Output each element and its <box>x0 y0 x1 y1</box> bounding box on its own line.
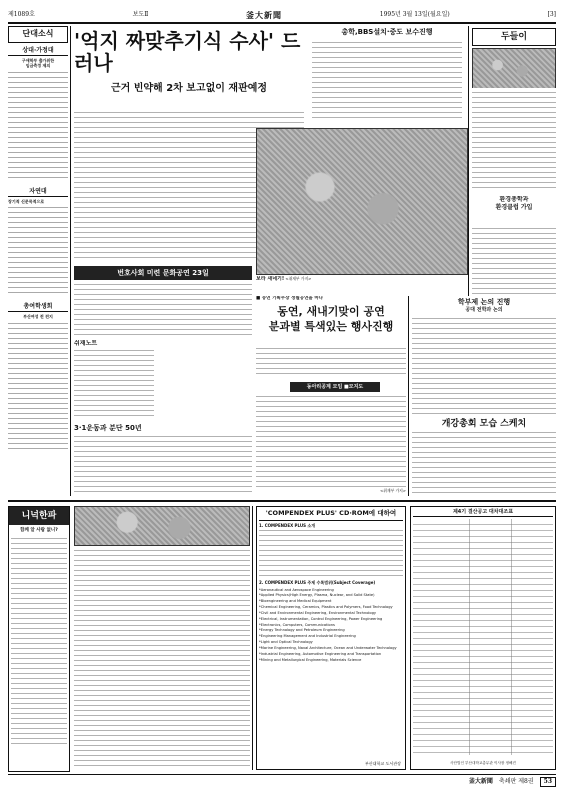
eco-club-body <box>472 228 556 296</box>
cdrom-subject: *Electronics, Computers, Communications <box>259 622 335 627</box>
classifieds <box>74 506 250 770</box>
cdrom-subject: *Chemical Engineering, Ceramics, Plastics and Polymers, Food Technology <box>259 605 393 610</box>
cdrom-subject: *Applied Physics(High Energy, Plasma, Nuclear, and Solid State) <box>259 593 375 598</box>
cdrom-subject: *Civil and Environmental Engineering, Environmental Technology <box>259 610 377 615</box>
finance-title: 제4기 결산공고 대차대조표 <box>413 509 553 517</box>
column-divider <box>252 506 253 770</box>
paper-name: 釜大新聞 <box>246 9 283 20</box>
culture-banner: 번호사회 미련 문화공연 23일 <box>74 266 252 280</box>
campus-photo <box>256 128 468 275</box>
sketch-title: 개강총회 모습 스케치 <box>441 419 527 429</box>
cdrom-subject: *Marine Engineering, Naval Architecture, Ocean and Underwater Technology <box>259 645 397 650</box>
footer-page-number: 53 <box>540 777 556 787</box>
column-divider <box>70 26 71 496</box>
dept-news-kicker-1: 구애학부 출가위한 <box>21 57 55 63</box>
lead-headline: '억지 짜맞추기식 수사' 드러나 <box>74 30 301 75</box>
ad-body <box>11 538 67 748</box>
dept-news-body-2 <box>8 207 68 297</box>
finance-credit: 사단법인 부산대학교총무관 이사장 정해진 <box>450 761 516 766</box>
concert-header <box>256 296 406 346</box>
eco-club-sub: 환경클럽 가입 <box>495 204 533 212</box>
classified-body <box>74 550 250 770</box>
culture-sub-1: 쉬재노트 <box>74 340 98 347</box>
lead-subheadline: 근거 빈약해 2차 보고없이 재판예정 <box>110 83 268 94</box>
issue-date: 1995년 3월 13일(월요일) <box>379 10 450 18</box>
dept-news-body-1 <box>8 72 68 182</box>
cdrom-box <box>256 506 406 770</box>
section-name: 보도Ⅱ <box>132 10 149 18</box>
cartoon-image <box>472 48 556 88</box>
culture-sub-2: 3·1운동과 분단 50년 <box>74 424 142 432</box>
photo-credit: <취재부 가지> <box>285 276 312 281</box>
culture-sub-1-body <box>74 350 154 420</box>
cdrom-intro-body <box>259 530 403 578</box>
lead-story-header <box>74 30 304 110</box>
concert-body-2 <box>256 396 406 488</box>
concert-kicker: ■ 동연 기획무장 정월공연을 마나 <box>256 296 324 301</box>
eco-club-box <box>472 196 556 226</box>
discussion-body <box>412 318 556 414</box>
dept-news-title-1: 상대·가정대 <box>8 47 68 56</box>
sketch-body <box>412 432 556 496</box>
cdrom-subject-list <box>259 588 403 663</box>
cdrom-subject: *Electrical, Instrumentation, Control Engineering, Power Engineering <box>259 616 383 621</box>
ad-subtitle: 함께 알 사람 없니? <box>20 528 58 534</box>
concert-headline-2: 분과별 특색있는 행사진행 <box>268 319 394 333</box>
classified-image <box>74 506 250 546</box>
column-divider <box>408 296 409 496</box>
discussion-header <box>412 298 556 314</box>
issue-number: 제1089호 <box>8 10 35 18</box>
eco-club-title: 환경총학과 <box>499 196 529 203</box>
cdrom-subject: *Light and Optical Technology <box>259 640 313 645</box>
dept-news-kicker-1b: 임금측정 제의 <box>25 63 51 69</box>
finance-box <box>410 506 556 770</box>
cdrom-subject: *Energy Technology and Petroleum Engineering <box>259 628 345 633</box>
cartoon-logo: 두들이 <box>472 28 556 46</box>
concert-headline: 동연, 새내기맞이 공연 <box>277 305 385 319</box>
photo-story-body <box>312 42 462 122</box>
concert-sidebar: 동아리공계 모임 ■모지도 <box>290 382 380 392</box>
cdrom-credit: 부산대학교 도서관장 <box>364 760 401 766</box>
dept-news-body-3 <box>8 323 68 453</box>
photo-caption <box>256 276 466 290</box>
dept-news-title-3: 총여학생회 <box>8 303 68 312</box>
section-divider <box>8 500 556 502</box>
dept-news-kicker-3: 부산여성 전 전지 <box>23 314 53 320</box>
cdrom-item-1: 1. COMPENDEX PLUS 소개 <box>259 522 316 528</box>
ad-title: 니넉한파 <box>9 507 69 525</box>
discussion-sub: 공대 전학과 논의 <box>465 307 503 314</box>
footer-paper-name: 釜大新聞 <box>468 777 493 785</box>
dept-news-title-2: 자연대 <box>8 188 68 197</box>
cartoon-box <box>472 28 556 88</box>
masthead <box>8 8 556 24</box>
page-mark: [3] <box>547 10 556 18</box>
right-column-body <box>472 92 556 192</box>
cdrom-subject: *Mining and Metallurgical Engineering, Materials Science <box>259 657 362 662</box>
ad-column <box>8 506 70 772</box>
concert-credit: <취재부 가지> <box>380 488 406 493</box>
cdrom-subject: *Industrial Engineering, Automotive Engineering and Transportation <box>259 651 382 656</box>
footer-issue-label: 축쇄판 제8권 <box>498 777 534 785</box>
finance-table <box>413 519 553 755</box>
cdrom-title: 'COMPENDEX PLUS' CD·ROM에 대하여 <box>259 509 403 521</box>
cdrom-subject: *Aeronautical and Aerospace Engineering <box>259 587 334 592</box>
dept-news-header: 단대소식 <box>8 26 68 43</box>
dept-news-kicker-2: 장기적 신문목적으로 <box>8 198 45 204</box>
photo-caption-title: 보라 새네기! <box>256 276 285 282</box>
cdrom-subject: *Bioengineering and Medical Equipment <box>259 599 332 604</box>
photo-story-headline: 총학,BBS설치·중도 보수진행 <box>341 28 433 36</box>
cdrom-item-2: 2. COMPENDEX PLUS 주제 수록범위(Subject Coverage) <box>259 580 376 586</box>
concert-body <box>256 348 406 378</box>
page-footer <box>8 774 556 789</box>
column-divider <box>468 26 469 296</box>
culture-sub-2-body <box>74 436 252 496</box>
discussion-title: 학부제 논의 진행 <box>457 298 511 306</box>
cdrom-subject: *Engineering Management and Industrial Engineering <box>259 634 356 639</box>
culture-body <box>74 284 252 336</box>
left-column <box>8 26 68 496</box>
